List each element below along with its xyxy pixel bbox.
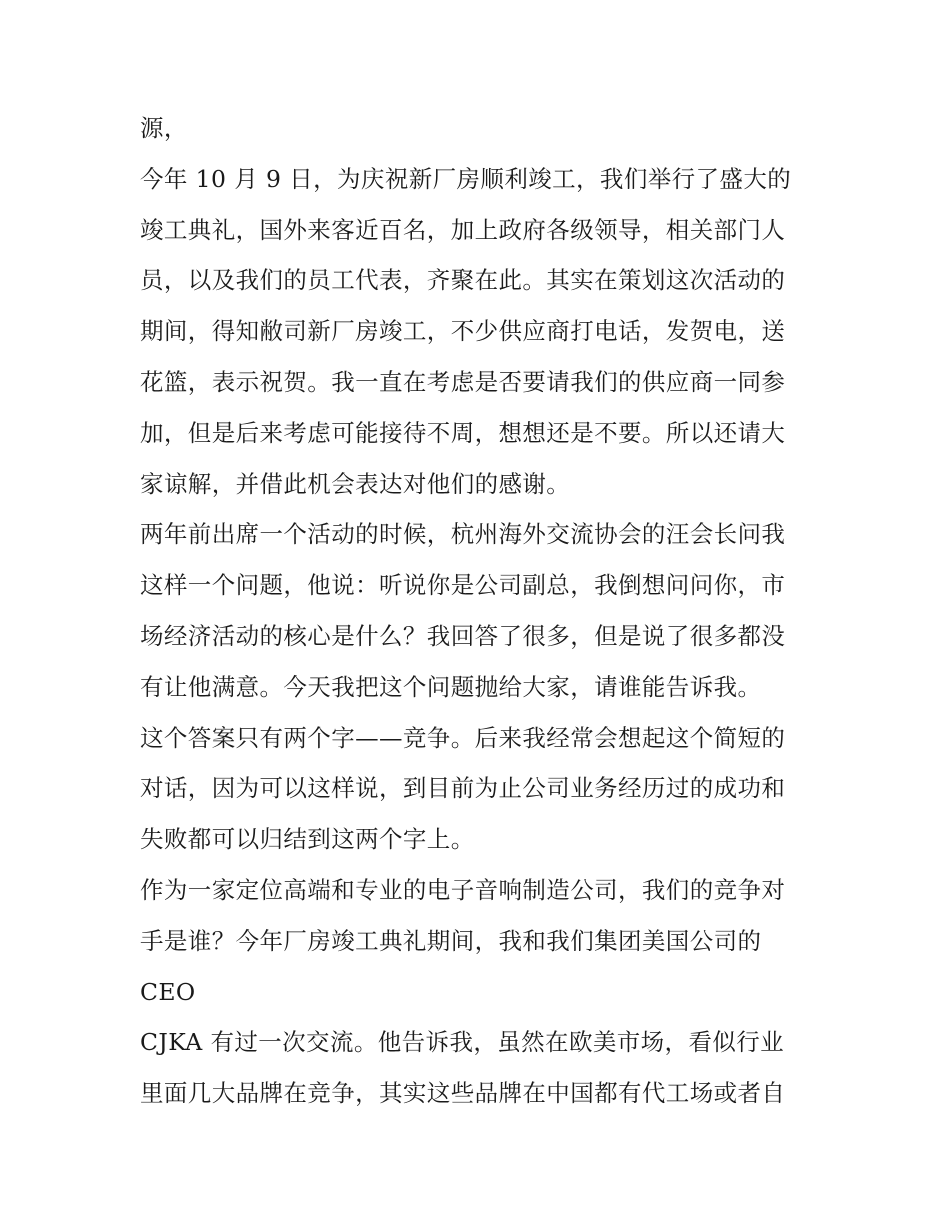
text-line: 手是谁？今年厂房竣工典礼期间，我和我们集团美国公司的 [140, 926, 762, 955]
text-line: 这样一个问题，他说：听说你是公司副总，我倒想问问你，市 [140, 571, 786, 600]
text-line: 这个答案只有两个字——竞争。后来我经常会想起这个简短的 [140, 723, 786, 752]
text-line: 加，但是后来考虑可能接待不周，想想还是不要。所以还请大 [140, 418, 786, 447]
text-line: 期间，得知敝司新厂房竣工，不少供应商打电话，发贺电，送 [140, 317, 786, 346]
text-line: 对话，因为可以这样说，到目前为止公司业务经历过的成功和 [140, 774, 786, 803]
text-line: 花篮，表示祝贺。我一直在考虑是否要请我们的供应商一同参 [140, 367, 786, 396]
text-line: 源， [140, 114, 188, 142]
text-line: CJKA 有过一次交流。他告诉我，虽然在欧美市场，看似行业 [140, 1028, 785, 1057]
text-line: 员，以及我们的员工代表，齐聚在此。其实在策划这次活动的 [140, 266, 786, 295]
text-line: CEO [140, 977, 196, 1006]
text-line: 作为一家定位高端和专业的电子音响制造公司，我们的竞争对 [140, 875, 786, 904]
text-line: 场经济活动的核心是什么？我回答了很多，但是说了很多都没 [140, 621, 786, 650]
text-line: 竣工典礼，国外来客近百名，加上政府各级领导，相关部门人 [140, 215, 786, 244]
text-line: 失败都可以归结到这两个字上。 [140, 825, 475, 854]
text-line: 两年前出席一个活动的时候，杭州海外交流协会的汪会长问我 [140, 520, 786, 549]
text-line: 里面几大品牌在竞争，其实这些品牌在中国都有代工场或者自 [140, 1079, 786, 1108]
text-line: 家谅解，并借此机会表达对他们的感谢。 [140, 469, 571, 498]
text-line: 今年 10 月 9 日，为庆祝新厂房顺利竣工，我们举行了盛大的 [140, 164, 792, 193]
text-line: 有让他满意。今天我把这个问题抛给大家，请谁能告诉我。 [140, 672, 762, 701]
document-body [140, 103, 820, 1119]
